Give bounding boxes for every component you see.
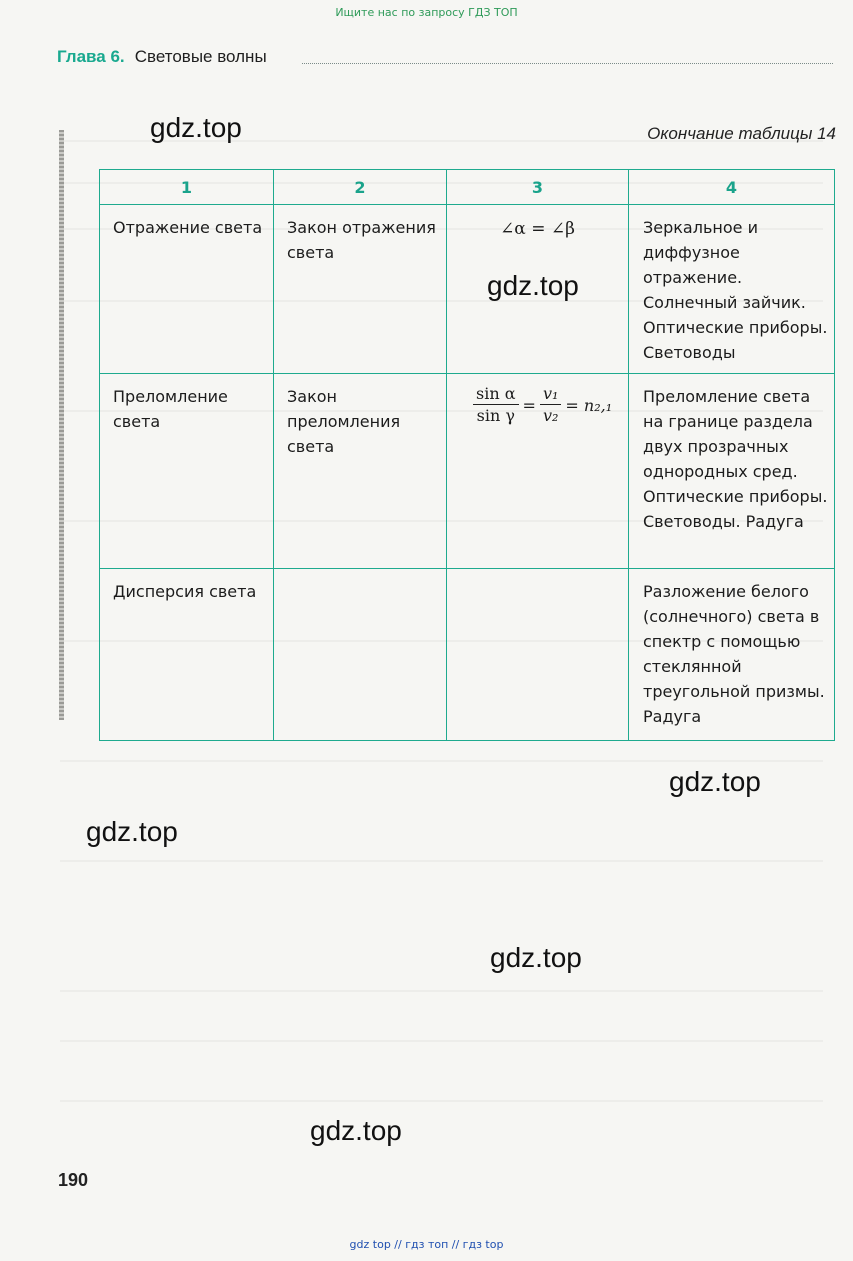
column-header: 4 [629, 170, 835, 205]
table-row [100, 569, 835, 741]
column-header: 2 [274, 170, 447, 205]
chapter-header [57, 47, 833, 71]
law-cell [274, 569, 446, 587]
fraction: $\frac{\text{sin α}}{\text{sin γ}}$ [473, 384, 519, 427]
chapter-number: Глава 6. [57, 47, 125, 66]
application-cell: Зеркальное и диффузное отражение. Солнечный зайчик. Оптические приборы. Световоды [643, 218, 828, 362]
law-cell: Закон отражения света [287, 218, 436, 262]
table-header-row [100, 170, 835, 205]
margin-bar [59, 130, 64, 720]
application-cell: Разложение белого (солнечного) света в спектр с помощью стеклянной треугольной призмы. Радуга [643, 582, 825, 726]
column-header: 1 [100, 170, 274, 205]
page-number: 190 [58, 1170, 89, 1190]
watermark: gdz.top [490, 942, 582, 973]
table-caption: Окончание таблицы 14 [647, 124, 836, 143]
fraction: $\frac{\text{v₁}}{\text{v₂}}$ [540, 384, 561, 427]
formula-cell: $\frac{\text{sin α}}{\text{sin γ}}$ = $\frac{\text{v₁}}{\text{v₂}}$ = n₂,₁ [447, 374, 628, 427]
watermark: gdz.top [86, 816, 178, 847]
formula-cell: ∠α = ∠β [500, 219, 575, 239]
header-rule [302, 63, 833, 64]
physics-table [99, 169, 835, 741]
phenomenon-cell: Отражение света [113, 218, 263, 237]
watermark: gdz.top [150, 112, 242, 143]
phenomenon-cell: Дисперсия света [113, 582, 257, 601]
chapter-title: Световые волны [134, 47, 267, 66]
table-row [100, 374, 835, 569]
top-search-link[interactable]: Ищите нас по запросу ГДЗ ТОП [335, 6, 518, 19]
watermark: gdz.top [487, 270, 579, 301]
phenomenon-cell: Преломление света [113, 387, 228, 431]
column-header: 3 [447, 170, 629, 205]
watermark: gdz.top [669, 766, 761, 797]
bottom-links[interactable]: gdz top // гдз топ // гдз top [349, 1238, 504, 1251]
watermark: gdz.top [310, 1115, 402, 1146]
formula-cell [447, 569, 628, 587]
table-row [100, 205, 835, 374]
application-cell: Преломление света на границе раздела двух прозрачных однородных сред. Оптические приборы. Световоды. Радуга [643, 387, 828, 531]
law-cell: Закон преломления света [287, 387, 401, 456]
